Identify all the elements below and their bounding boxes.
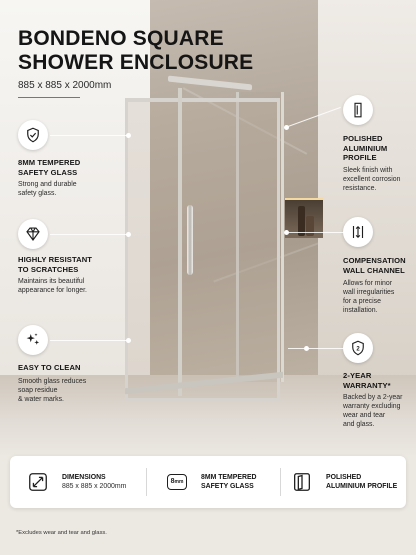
page-title-line2: SHOWER ENCLOSURE [18, 51, 254, 74]
door-handle [187, 205, 193, 275]
callout-leader [288, 232, 344, 233]
spec-card [10, 456, 406, 508]
feature-title: 2-YEAR WARRANTY* [343, 371, 391, 390]
callout-dot [126, 338, 131, 343]
feature-title: EASY TO CLEAN [18, 363, 81, 372]
feature-title: POLISHED ALUMINIUM PROFILE [343, 134, 388, 162]
callout-dot [304, 346, 309, 351]
feature-body: Strong and durable safety glass. [18, 181, 77, 197]
feature-body: Maintains its beautiful appearance for longer. [18, 278, 87, 294]
feature-title: HIGHLY RESISTANT TO SCRATCHES [18, 255, 93, 274]
spec-profile [290, 470, 397, 494]
icon-unit: mm [174, 479, 184, 485]
callout-dot [126, 232, 131, 237]
feature-body: Smooth glass reduces soap residue & water marks. [18, 378, 87, 403]
callout-dot [284, 125, 289, 130]
profile-icon [343, 95, 373, 125]
spec-subtitle: 885 x 885 x 2000mm [62, 483, 127, 490]
feature-body: Backed by a 2-year warranty excluding wear and tear and glass. [343, 394, 403, 428]
footnote: *Excludes wear and tear and glass. [16, 530, 107, 536]
sparkles-icon [18, 325, 48, 355]
card-divider [146, 468, 147, 496]
callout-dot [126, 133, 131, 138]
spec-title: DIMENSIONS [62, 474, 106, 481]
spec-title: 8MM TEMPERED SAFETY GLASS [201, 474, 257, 490]
icon-number: 8 [170, 478, 175, 485]
title-divider [18, 97, 80, 98]
spec-glass [165, 470, 257, 494]
callout-dot [284, 230, 289, 235]
front-glass-panel [125, 98, 280, 401]
feature-title: COMPENSATION WALL CHANNEL [343, 256, 406, 275]
shield-check-icon [18, 120, 48, 150]
door-edge-profile [178, 88, 182, 396]
dimensions-subtitle: 885 x 885 x 2000mm [18, 80, 112, 91]
callout-leader [50, 234, 128, 235]
callout-leader [288, 348, 344, 349]
diamond-icon [18, 219, 48, 249]
feature-body: Sleek finish with excellent corrosion resistance. [343, 167, 401, 192]
feature-title: 8MM TEMPERED SAFETY GLASS [18, 158, 81, 177]
callout-leader [50, 340, 128, 341]
profile-icon [290, 470, 314, 494]
warranty-2-icon [343, 333, 373, 363]
8mm-icon [165, 470, 189, 494]
card-divider [280, 468, 281, 496]
compensation-icon [343, 217, 373, 247]
warranty-number: 2 [356, 346, 360, 353]
callout-leader [50, 135, 128, 136]
page-title-line1: BONDENO SQUARE [18, 27, 224, 50]
spec-dimensions [26, 470, 126, 494]
spec-title: POLISHED ALUMINIUM PROFILE [326, 474, 398, 490]
bottle [306, 216, 314, 236]
dimensions-icon [26, 470, 50, 494]
feature-body: Allows for minor wall irregularities for a precise installation. [343, 280, 395, 314]
